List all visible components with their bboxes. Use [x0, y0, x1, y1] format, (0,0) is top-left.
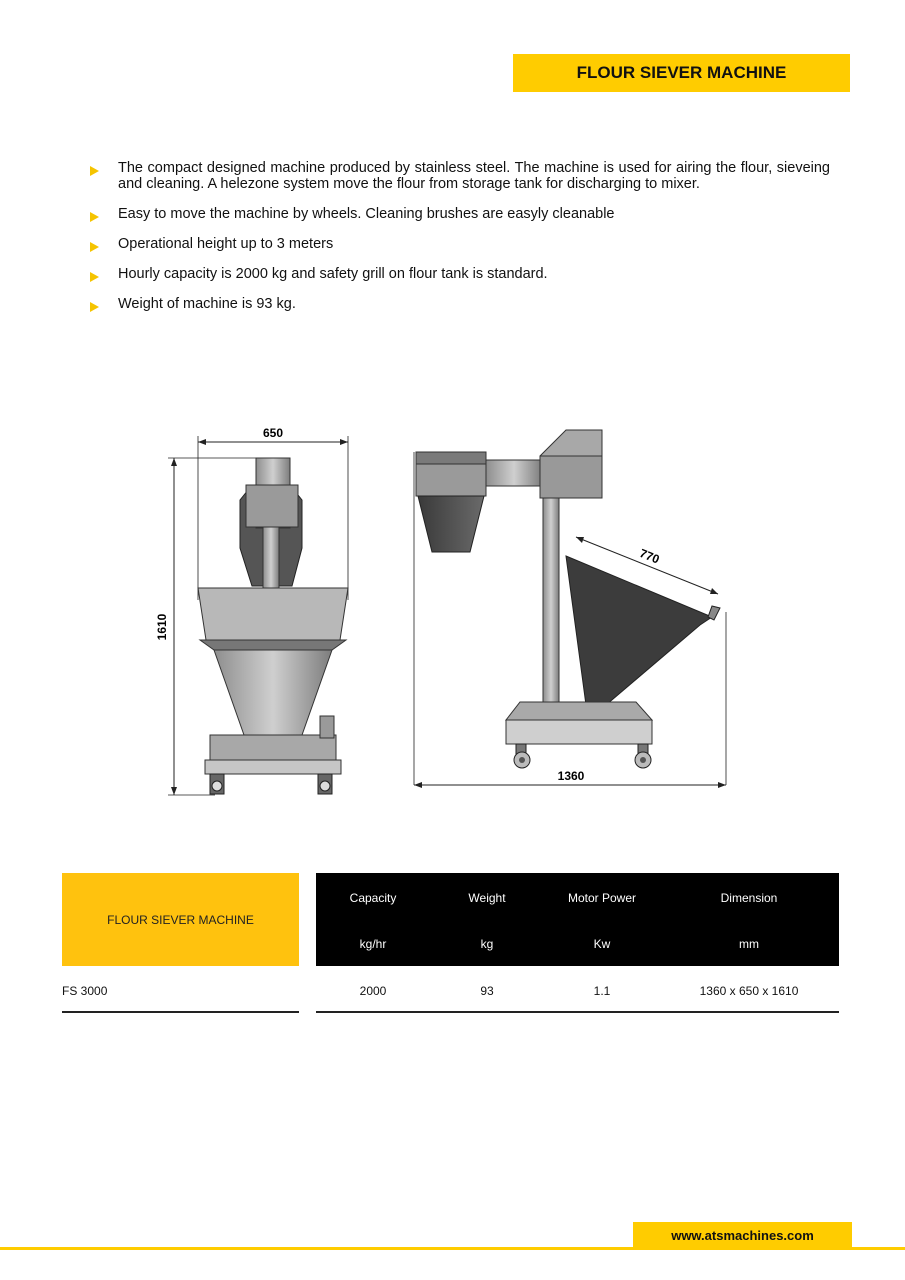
table-cell-motor-power: 1.1 [593, 984, 611, 998]
feature-item: Weight of machine is 93 kg. [90, 296, 830, 312]
dim-hopper-label: 770 [637, 546, 662, 567]
header-weight-unit: kg [480, 937, 494, 951]
triangle-bullet-icon [90, 166, 99, 176]
dim-height-label: 1610 [155, 613, 169, 641]
header-capacity-unit: kg/hr [359, 937, 387, 951]
triangle-bullet-icon [90, 242, 99, 252]
header-capacity: Capacity [349, 891, 397, 905]
machine-technical-drawing [150, 415, 750, 815]
header-motor-power: Motor Power [567, 891, 637, 905]
table-rule-left [62, 1011, 299, 1013]
feature-item: Operational height up to 3 meters [90, 236, 830, 252]
side-view [414, 430, 726, 788]
header-weight: Weight [468, 891, 506, 905]
table-row-model: FS 3000 [62, 984, 108, 998]
feature-list [90, 160, 830, 326]
feature-item: Hourly capacity is 2000 kg and safety grill on flour tank is standard. [90, 266, 830, 282]
feature-item: The compact designed machine produced by stainless steel. The machine is used for airing the flour, sieveing and cleaning. A helezone system move the flour from storage tank for discharging to mixer. [90, 160, 830, 192]
spec-table-header [316, 873, 839, 966]
triangle-bullet-icon [90, 212, 99, 222]
feature-item: Easy to move the machine by wheels. Cleaning brushes are easyly cleanable [90, 206, 830, 222]
header-dimension: Dimension [720, 891, 778, 905]
table-cell-dimension: 1360 x 650 x 1610 [699, 984, 799, 998]
page-title: FLOUR SIEVER MACHINE [513, 54, 850, 92]
table-cell-capacity: 2000 [359, 984, 387, 998]
dim-length-label: 1360 [557, 769, 585, 783]
footer-website: www.atsmachines.com [633, 1222, 852, 1249]
table-cell-weight: 93 [480, 984, 494, 998]
header-dimension-unit: mm [739, 937, 759, 951]
triangle-bullet-icon [90, 302, 99, 312]
front-view [155, 426, 348, 795]
dim-width-label: 650 [262, 426, 284, 440]
spec-table-label: FLOUR SIEVER MACHINE [62, 873, 299, 966]
triangle-bullet-icon [90, 272, 99, 282]
table-rule-right [316, 1011, 839, 1013]
header-motor-power-unit: Kw [593, 937, 611, 951]
